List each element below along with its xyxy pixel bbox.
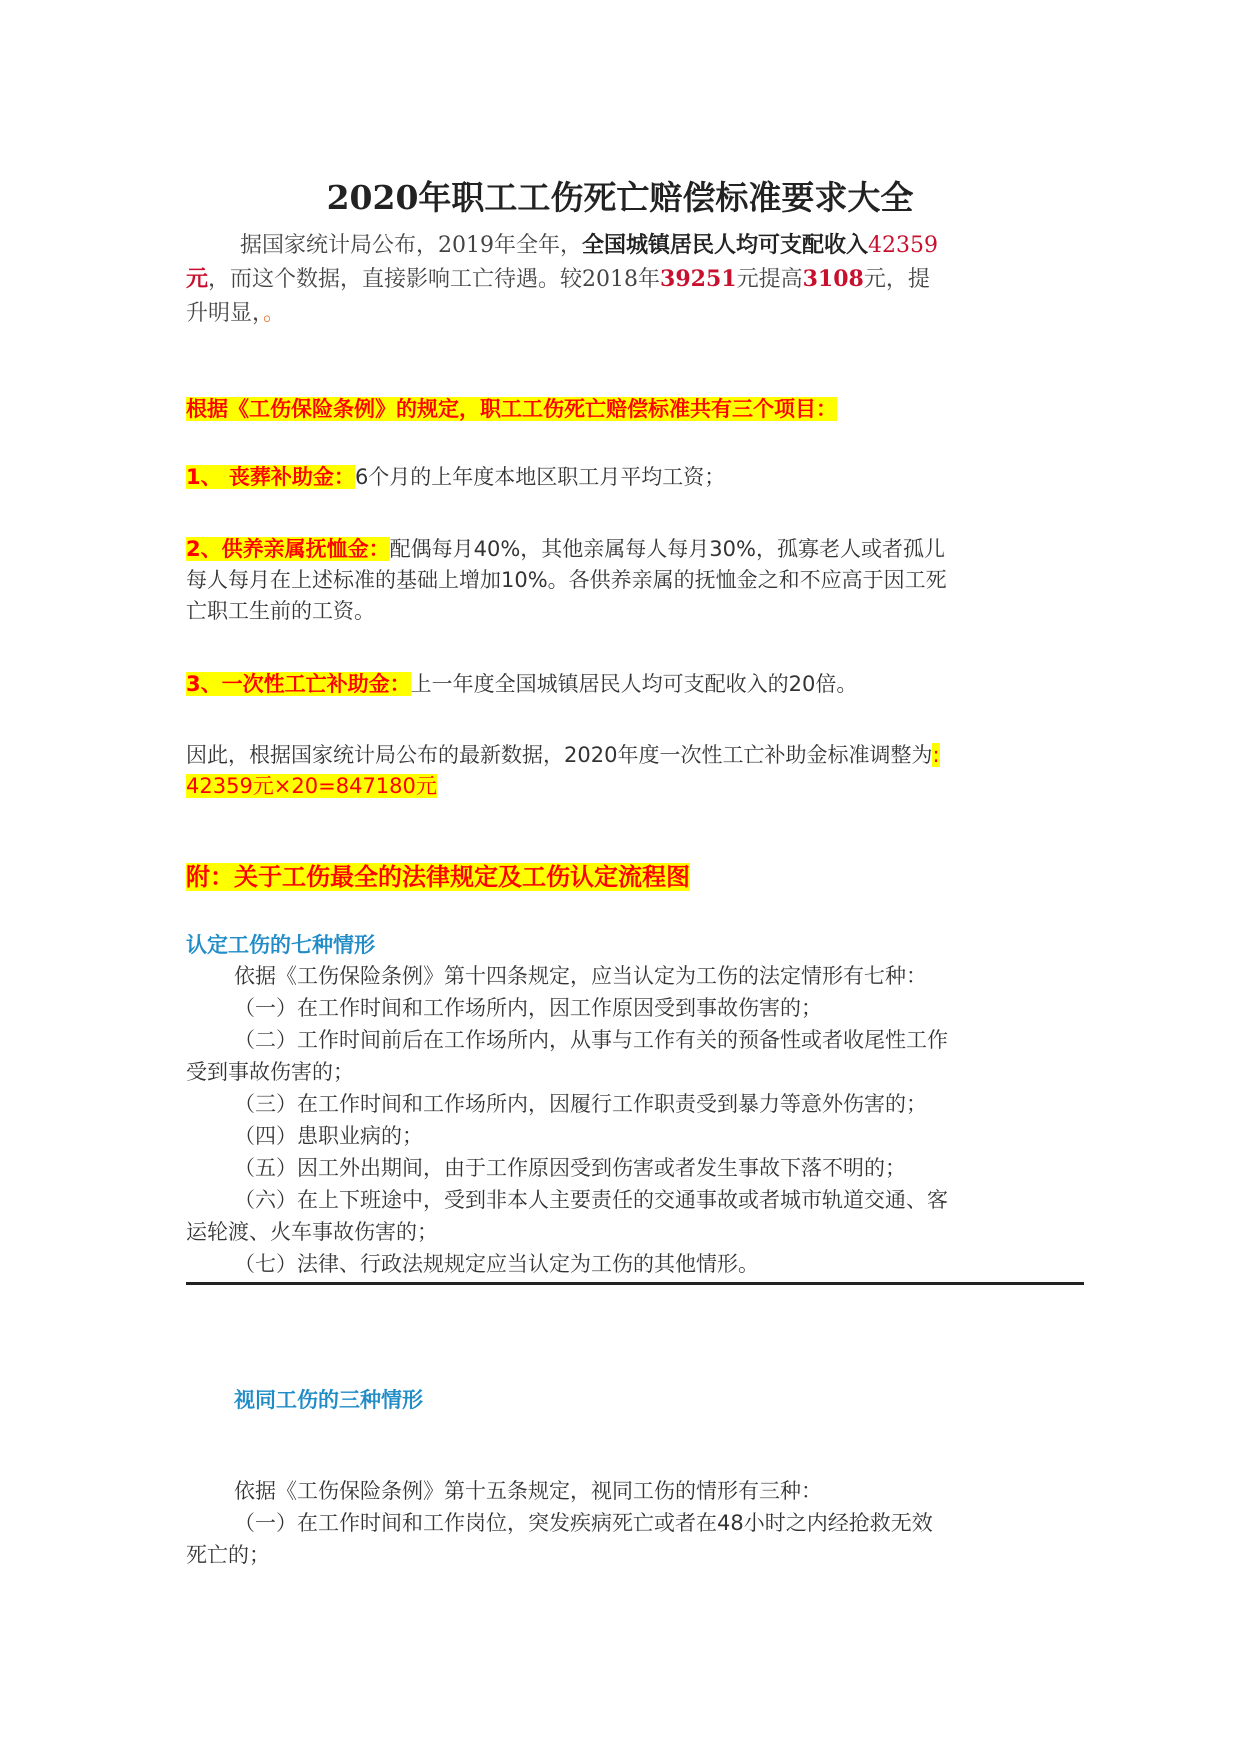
intro-text: 元，提	[863, 267, 930, 292]
intro-text: ，而这个数据，直接影响工亡待遇。较2018年	[208, 267, 661, 292]
section-line: 依据《工伤保险条例》第十五条规定，视同工伤的情形有三种：	[234, 1479, 822, 1503]
conclusion-colon: :	[932, 743, 940, 767]
section-line: （二）工作时间前后在工作场所内，从事与工作有关的预备性或者收尾性工作	[234, 1028, 948, 1052]
intro-text: 元提高	[736, 267, 803, 292]
intro-text: 升明显，	[186, 301, 264, 326]
conclusion-line: 因此，根据国家统计局公布的最新数据，2020年度一次性工亡补助金标准调整为:	[186, 743, 940, 767]
section-line: （三）在工作时间和工作场所内，因履行工作职责受到暴力等意外伤害的；	[234, 1092, 927, 1116]
intro-emphasis: 全国城镇居民人均可支配收入	[582, 232, 869, 258]
intro-text: 据国家统计局公布，2019年全年，	[240, 233, 582, 258]
compensation-formula: 42359元×20=847180元	[186, 774, 437, 798]
income-2018: 39251	[660, 266, 737, 292]
divider	[186, 1282, 1084, 1285]
section-line: 受到事故伤害的；	[186, 1060, 354, 1084]
regulation-heading: 根据《工伤保险条例》的规定，职工工伤死亡赔偿标准共有三个项目：	[186, 397, 837, 421]
section-line: （一）在工作时间和工作场所内，因工作原因受到事故伤害的；	[234, 996, 822, 1020]
item-text: 上一年度全国城镇居民人均可支配收入的20倍。	[410, 672, 858, 696]
item-lump-sum-allowance	[186, 668, 857, 698]
appendix-heading: 附：关于工伤最全的法律规定及工伤认定流程图	[186, 863, 690, 891]
item-label: 2、供养亲属抚恤金：	[186, 537, 390, 561]
item-text: 配偶每月40%，其他亲属每人每月30%，孤寡老人或者孤儿	[389, 537, 945, 561]
unit-yuan: 元	[186, 266, 209, 292]
item-label: 3、一次性工亡补助金：	[186, 672, 411, 696]
section-line: 依据《工伤保险条例》第十四条规定，应当认定为工伤的法定情形有七种：	[234, 964, 927, 988]
section-line: 运轮渡、火车事故伤害的；	[186, 1220, 438, 1244]
section-line: （七）法律、行政法规规定应当认定为工伤的其他情形。	[234, 1252, 759, 1276]
intro-line-1	[240, 228, 938, 259]
section-heading-three-cases: 视同工伤的三种情形	[234, 1388, 423, 1412]
income-increase: 3108	[802, 266, 864, 292]
item-text: 亡职工生前的工资。	[186, 599, 375, 623]
page-title: 2020年职工工伤死亡赔偿标准要求大全	[326, 178, 914, 217]
intro-line-2	[186, 262, 930, 293]
item-dependent-pension	[186, 533, 945, 563]
section-line: 死亡的；	[186, 1543, 270, 1567]
section-line: （一）在工作时间和工作岗位，突发疾病死亡或者在48小时之内经抢救无效	[234, 1511, 933, 1535]
item-funeral-allowance	[186, 461, 725, 491]
section-line: （五）因工外出期间，由于工作原因受到伤害或者发生事故下落不明的；	[234, 1156, 906, 1180]
section-line: （四）患职业病的；	[234, 1124, 423, 1148]
intro-period: 。	[263, 301, 286, 326]
intro-line-3	[186, 296, 285, 327]
income-2019: 42359	[868, 233, 939, 258]
item-text: 每人每月在上述标准的基础上增加10%。各供养亲属的抚恤金之和不应高于因工死	[186, 568, 947, 592]
item-text: 6个月的上年度本地区职工月平均工资；	[354, 465, 726, 489]
section-heading-seven-cases: 认定工伤的七种情形	[186, 933, 375, 957]
section-line: （六）在上下班途中，受到非本人主要责任的交通事故或者城市轨道交通、客	[234, 1188, 948, 1212]
item-label: 1、 丧葬补助金：	[186, 465, 355, 489]
